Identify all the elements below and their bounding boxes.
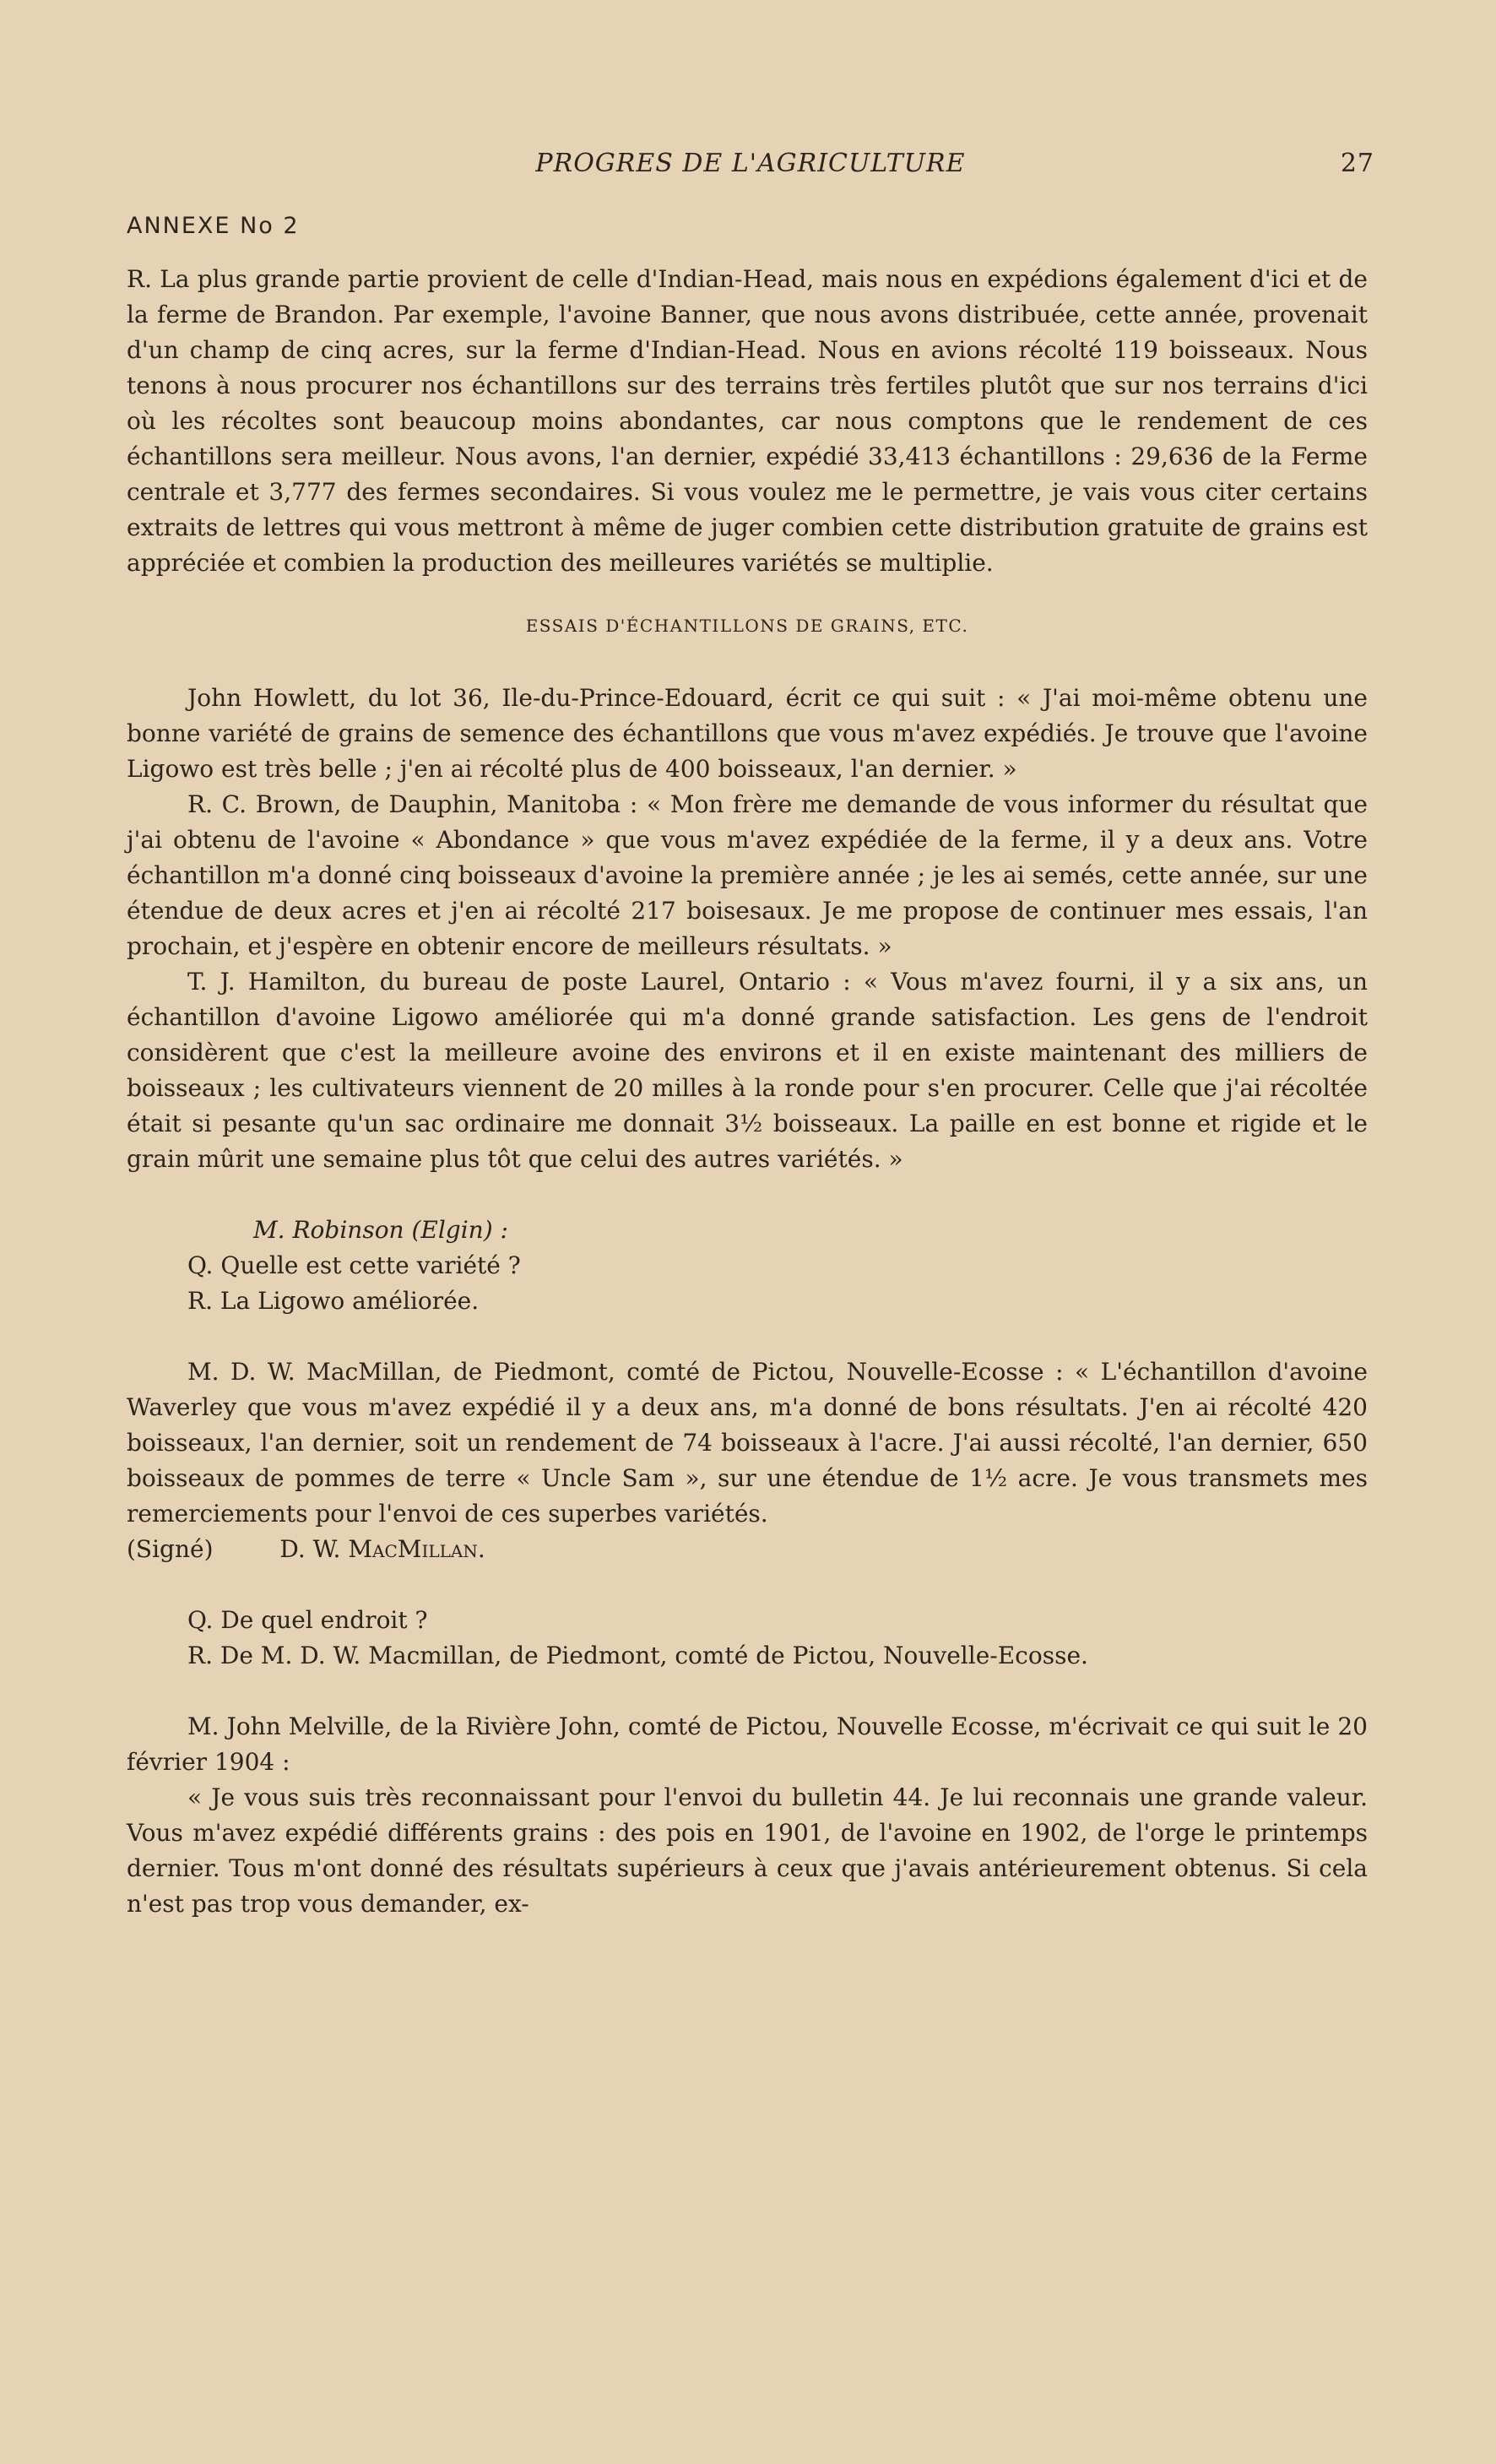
paragraph-macmillan: M. D. W. MacMillan, de Piedmont, comté de Pictou, Nouvelle-Ecosse : « L'échantillon d'avoine Waverley que vous m'avez expédié il y a deux ans, m'a donné de bons résultats. J'en ai récolté 420 boisseaux, l'an dernier, soit un rendement de 74 boisseaux à l'acre. J'ai aussi récolté, l'an dernier, 650 boisseaux de pommes de terre « Uncle Sam », sur une étendue de 1½ acre. Je vous transmets mes remerciements pour l'envoi de ces superbes variétés. xyxy=(127,1358,1368,1528)
signed-name: D. W. MacMillan. xyxy=(279,1535,485,1563)
annex-label: ANNEXE No 2 xyxy=(127,213,300,239)
body-text xyxy=(127,262,1368,1922)
paragraph-howlett: John Howlett, du lot 36, Ile-du-Prince-Edouard, écrit ce qui suit : « J'ai moi-même obtenu une bonne variété de grains de semence des échantillons que vous m'avez expédiés. Je trouve que l'avoine Ligowo est très belle ; j'en ai récolté plus de 400 boisseaux, l'an dernier. » xyxy=(127,684,1368,783)
question-place: Q. De quel endroit ? xyxy=(187,1606,428,1634)
signature-line xyxy=(127,1532,1368,1567)
signed-label: (Signé) xyxy=(127,1535,214,1563)
page-number: 27 xyxy=(1340,149,1374,178)
speaker-label: M. Robinson (Elgin) : xyxy=(253,1216,508,1244)
running-title: PROGRES DE L'AGRICULTURE xyxy=(535,149,966,178)
paragraph-brown: R. C. Brown, de Dauphin, Manitoba : « Mon frère me demande de vous informer du résultat que j'ai obtenu de l'avoine « Abondance » que vous m'avez expédiée de la ferme, il y a deux ans. Votre échantillon m'a donné cinq boisseaux d'avoine la première année ; je les ai semés, cette année, sur une étendue de deux acres et j'en ai récolté 217 boisesaux. Je me propose de continuer mes essais, l'an prochain, et j'espère en obtenir encore de meilleurs résultats. » xyxy=(127,790,1368,960)
paragraph-melville-letter: « Je vous suis très reconnaissant pour l'envoi du bulletin 44. Je lui reconnais une grande valeur. Vous m'avez expédié différents grains : des pois en 1901, de l'avoine en 1902, de l'orge le printemps dernier. Tous m'ont donné des résultats supérieurs à ceux que j'avais antérieurement obtenus. Si cela n'est pas trop vous demander, ex- xyxy=(127,1783,1368,1918)
answer-variety: R. La Ligowo améliorée. xyxy=(187,1287,480,1315)
section-heading: ESSAIS D'ÉCHANTILLONS DE GRAINS, ETC. xyxy=(525,616,969,636)
paragraph-melville-intro: M. John Melville, de la Rivière John, comté de Pictou, Nouvelle Ecosse, m'écrivait ce qui suit le 20 février 1904 : xyxy=(127,1712,1368,1776)
paragraph-answer-origin: R. La plus grande partie provient de celle d'Indian-Head, mais nous en expédions également d'ici et de la ferme de Brandon. Par exemple, l'avoine Banner, que nous avons distribuée, cette année, provenait d'un champ de cinq acres, sur la ferme d'Indian-Head. Nous en avions récolté 119 boisseaux. Nous tenons à nous procurer nos échantillons sur des terrains très fertiles plutôt que sur nos terrains d'ici où les récoltes sont beaucoup moins abondantes, car nous comptons que le rendement de ces échantillons sera meilleur. Nous avons, l'an dernier, expédié 33,413 échantillons : 29,636 de la Ferme centrale et 3,777 des fermes secondaires. Si vous voulez me le permettre, je vais vous citer certains extraits de lettres qui vous mettront à même de juger combien cette distribution gratuite de grains est appréciée et combien la production des meilleures variétés se multiplie. xyxy=(127,265,1368,577)
paragraph-hamilton: T. J. Hamilton, du bureau de poste Laurel, Ontario : « Vous m'avez fourni, il y a six ans, un échantillon d'avoine Ligowo améliorée qui m'a donné grande satisfaction. Les gens de l'endroit considèrent que c'est la meilleure avoine des environs et il en existe maintenant des milliers de boisseaux ; les cultivateurs viennent de 20 milles à la ronde pour s'en procurer. Celle que j'ai récoltée était si pesante qu'un sac ordinaire me donnait 3½ boisseaux. La paille en est bonne et rigide et le grain mûrit une semaine plus tôt que celui des autres variétés. » xyxy=(127,968,1368,1173)
question-variety: Q. Quelle est cette variété ? xyxy=(187,1251,521,1279)
answer-place: R. De M. D. W. Macmillan, de Piedmont, comté de Pictou, Nouvelle-Ecosse. xyxy=(187,1642,1088,1669)
